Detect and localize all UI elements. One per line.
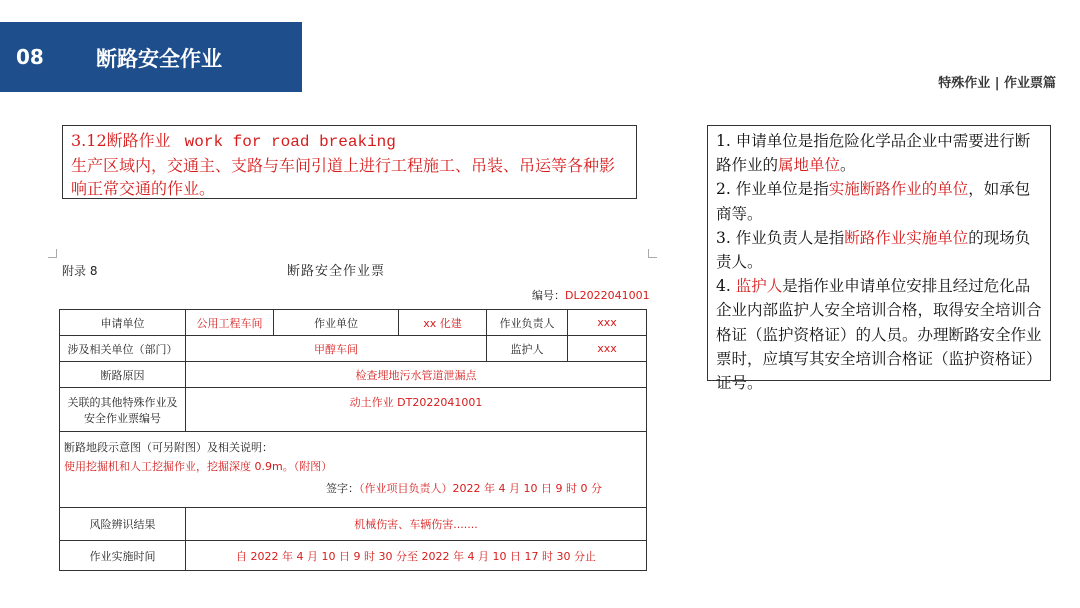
section-number: 08 bbox=[16, 45, 44, 69]
table-row bbox=[60, 362, 647, 388]
table-row bbox=[60, 508, 647, 541]
table-row bbox=[60, 310, 647, 336]
definition-box bbox=[62, 125, 637, 199]
guardian-label: 监护人 bbox=[487, 336, 568, 362]
note-2 bbox=[716, 177, 1042, 225]
related-work-value: 动土作业 DT2022041001 bbox=[186, 388, 647, 432]
note-1 bbox=[716, 129, 1042, 177]
table-row bbox=[60, 388, 647, 432]
signature-label: 签字： bbox=[326, 482, 360, 495]
applicant-value: 公用工程车间 bbox=[186, 310, 274, 336]
description-value: 使用挖掘机和人工挖掘作业，挖掘深度 0.9m。（附图） bbox=[64, 460, 333, 473]
note-1-highlight: 属地单位 bbox=[778, 156, 841, 175]
table-row bbox=[60, 336, 647, 362]
section-title: 断路安全作业 bbox=[96, 47, 222, 71]
table-row bbox=[60, 541, 647, 571]
note-4-highlight: 监护人 bbox=[735, 277, 783, 296]
note-4-end: 是指作业申请单位安排且经过危化品企业内部监护人安全培训合格，取得安全培训合格证（监护资格证）的人员。办理断路安全作业票时，应填写其安全培训合格证（监护资格证）证号。 bbox=[716, 277, 1042, 393]
reason-value: 检查埋地污水管道泄漏点 bbox=[186, 362, 647, 388]
note-3-end: 的现场负责人。 bbox=[716, 228, 1031, 272]
description-cell bbox=[60, 432, 647, 508]
note-3-highlight: 断路作业实施单位 bbox=[844, 228, 969, 247]
note-4-text: 4. bbox=[716, 277, 736, 296]
description-label: 断路地段示意图（可另附图）及相关说明： bbox=[64, 441, 273, 454]
related-unit-label: 涉及相关单位（部门） bbox=[60, 336, 186, 362]
definition-english: work for road breaking bbox=[184, 133, 396, 151]
work-unit-label: 作业单位 bbox=[274, 310, 399, 336]
note-3 bbox=[716, 226, 1042, 274]
related-work-label bbox=[60, 388, 186, 432]
note-1-end: 。 bbox=[840, 156, 856, 175]
form-number bbox=[532, 287, 650, 303]
work-unit-value: xx 化建 bbox=[399, 310, 487, 336]
reason-label: 断路原因 bbox=[60, 362, 186, 388]
guardian-value: xxx bbox=[568, 336, 647, 362]
definition-title: 3.12断路作业 bbox=[71, 131, 171, 150]
related-work-label-line-2: 安全作业票编号 bbox=[84, 411, 161, 425]
table-row bbox=[60, 432, 647, 508]
notes-box bbox=[707, 125, 1051, 393]
note-4 bbox=[716, 274, 1042, 395]
signature-line bbox=[64, 480, 642, 496]
risk-label: 风险辨识结果 bbox=[60, 508, 186, 541]
note-2-text: 2. 作业单位是指 bbox=[716, 180, 829, 199]
note-1-text: 1. 申请单位是指危险化学品企业中需要进行断路作业的 bbox=[716, 132, 1031, 175]
form-number-value: DL2022041001 bbox=[565, 289, 650, 302]
note-2-end: ，如承包商等。 bbox=[716, 180, 1031, 223]
work-ticket-table bbox=[59, 309, 647, 571]
page-corner-mark bbox=[48, 249, 57, 258]
definition-body: 生产区域内，交通主、支路与车间引道上进行工程施工、吊装、吊运等各种影响正常交通的作业。 bbox=[71, 156, 616, 198]
appendix-label: 附录 8 bbox=[62, 264, 98, 278]
related-work-label-line-1: 关联的其他特殊作业及 bbox=[67, 395, 178, 409]
form-title: 断路安全作业票 bbox=[287, 264, 386, 279]
applicant-label: 申请单位 bbox=[60, 310, 186, 336]
related-unit-value: 甲醇车间 bbox=[186, 336, 487, 362]
form-number-label: 编号： bbox=[532, 289, 565, 302]
leader-label: 作业负责人 bbox=[487, 310, 568, 336]
definition-heading bbox=[71, 129, 628, 154]
note-3-text: 3. 作业负责人是指 bbox=[716, 228, 845, 247]
risk-value: 机械伤害、车辆伤害....... bbox=[186, 508, 647, 541]
work-time-label: 作业实施时间 bbox=[60, 541, 186, 571]
signature-value: （作业项目负责人）2022 年 4 月 10 日 9 时 0 分 bbox=[359, 482, 602, 495]
breadcrumb: 特殊作业 | 作业票篇 bbox=[938, 76, 1056, 91]
leader-value: xxx bbox=[568, 310, 647, 336]
page-corner-mark bbox=[648, 249, 657, 258]
note-2-highlight: 实施断路作业的单位 bbox=[828, 180, 969, 199]
work-time-value: 自 2022 年 4 月 10 日 9 时 30 分至 2022 年 4 月 10 日 17 时 30 分止 bbox=[186, 541, 647, 571]
